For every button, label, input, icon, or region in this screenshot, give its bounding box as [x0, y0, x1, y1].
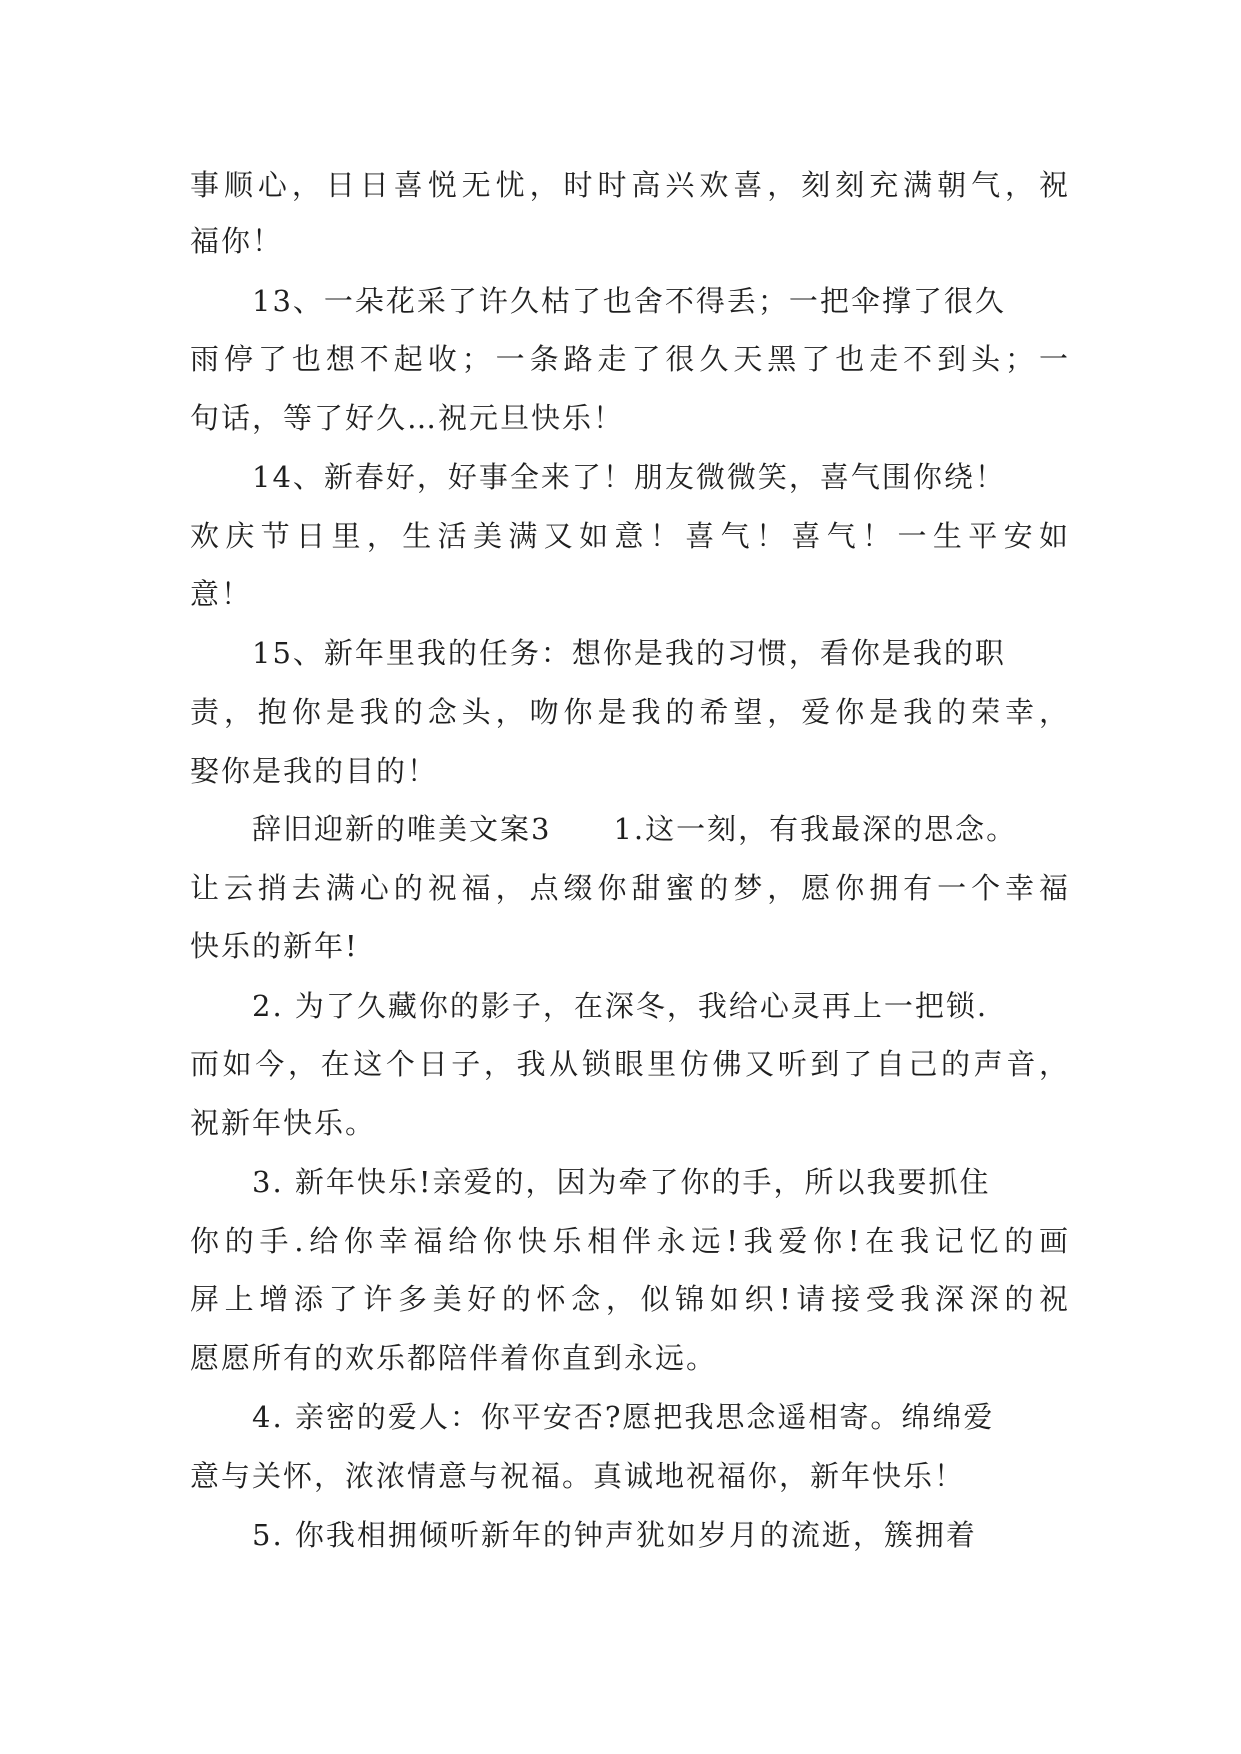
text-line: 你的手.给你幸福给你快乐相伴永远!我爱你!在我记忆的画	[190, 1224, 1070, 1258]
text-line: 欢庆节日里，生活美满又如意！喜气！喜气！一生平安如	[190, 519, 1070, 553]
text-line: 4. 亲密的爱人：你平安否?愿把我思念遥相寄。绵绵爱	[252, 1400, 995, 1434]
text-line: 辞旧迎新的唯美文案3 1.这一刻，有我最深的思念。	[252, 812, 1018, 846]
text-line: 13、一朵花采了许久枯了也舍不得丢；一把伞撑了很久	[252, 284, 1006, 318]
text-line: 事顺心，日日喜悦无忧，时时高兴欢喜，刻刻充满朝气，祝	[190, 168, 1070, 202]
text-line: 14、新春好，好事全来了！朋友微微笑，喜气围你绕！	[252, 460, 1006, 494]
text-line: 意与关怀，浓浓情意与祝福。真诚地祝福你，新年快乐！	[190, 1459, 966, 1493]
text-line: 福你！	[190, 224, 284, 258]
text-line: 屏上增添了许多美好的怀念，似锦如织!请接受我深深的祝	[190, 1282, 1070, 1316]
text-line: 让云捎去满心的祝福，点缀你甜蜜的梦，愿你拥有一个幸福	[190, 871, 1070, 905]
text-line: 3. 新年快乐!亲爱的，因为牵了你的手，所以我要抓住	[252, 1165, 991, 1199]
text-line: 快乐的新年!	[190, 929, 359, 963]
text-line: 责，抱你是我的念头，吻你是我的希望，爱你是我的荣幸，	[190, 695, 1070, 729]
text-line: 15、新年里我的任务：想你是我的习惯，看你是我的职	[252, 636, 1006, 670]
text-line: 而如今，在这个日子，我从锁眼里仿佛又听到了自己的声音，	[190, 1047, 1070, 1081]
text-line: 2. 为了久藏你的影子，在深冬，我给心灵再上一把锁.	[252, 989, 989, 1023]
text-line: 5. 你我相拥倾听新年的钟声犹如岁月的流逝，簇拥着	[252, 1518, 977, 1552]
text-line: 雨停了也想不起收；一条路走了很久天黑了也走不到头；一	[190, 342, 1070, 376]
text-line: 句话，等了好久…祝元旦快乐！	[190, 401, 625, 435]
text-line: 娶你是我的目的！	[190, 754, 439, 788]
text-line: 祝新年快乐。	[190, 1106, 377, 1140]
text-line: 愿愿所有的欢乐都陪伴着你直到永远。	[190, 1341, 718, 1375]
text-line: 意！	[190, 577, 253, 611]
